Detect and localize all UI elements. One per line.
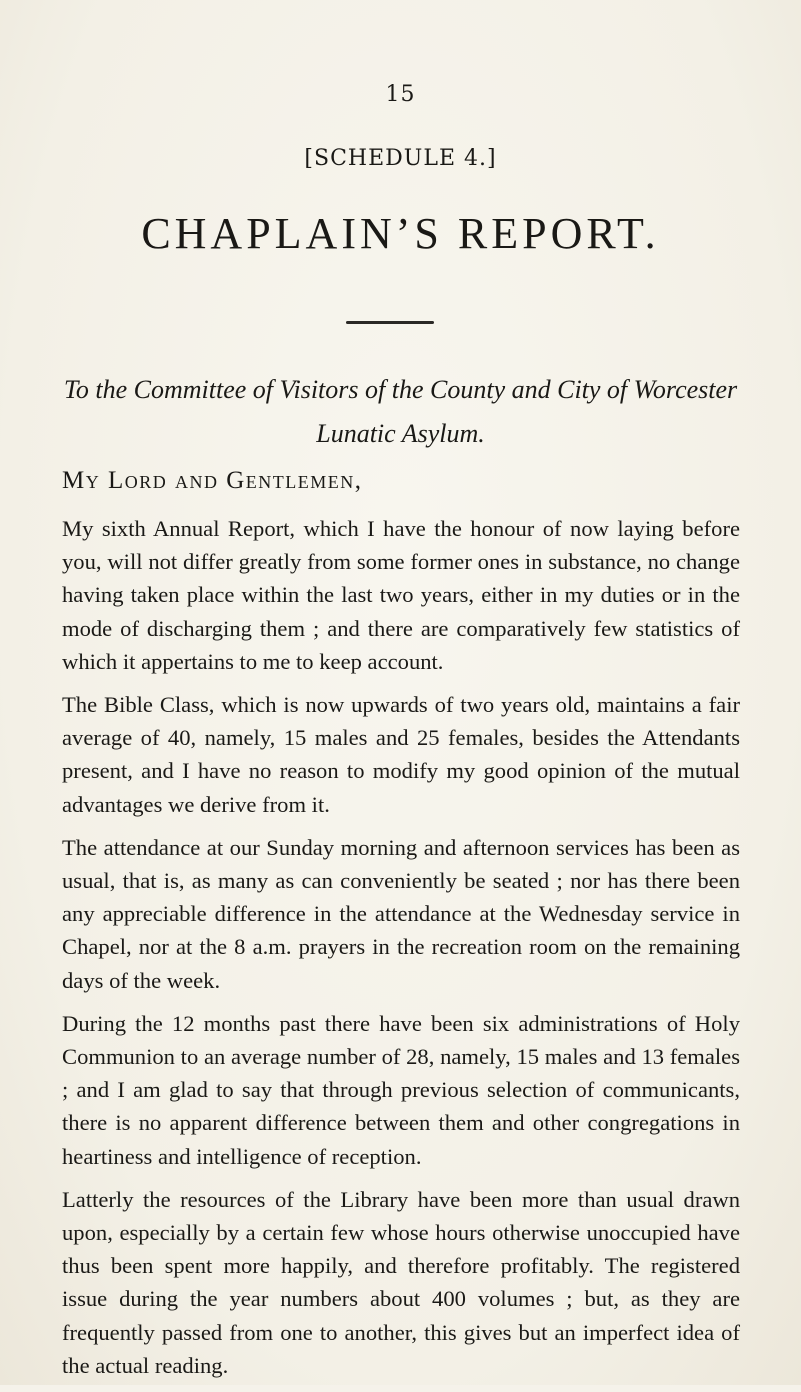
report-body xyxy=(62,512,740,1392)
paragraph-2: The Bible Class, which is now upwards of two years old, maintains a fair average of 40, namely, 15 males and 25 females, besides the Attendants present, and I have no reason to modify my good opinion of the mutual advantages we derive from it. xyxy=(62,692,740,817)
paragraph-1: My sixth Annual Report, which I have the honour of now laying before you, will not differ greatly from some former ones in substance, no change having taken place within the last two years, either in my duties or in the mode of discharging them ; and there are comparatively few statistics of which it appertains to me to keep account. xyxy=(62,516,740,674)
schedule-label: [SCHEDULE 4.] xyxy=(304,146,497,171)
paragraph-5: Latterly the resources of the Library have been more than usual drawn upon, especially by a certain few whose hours otherwise unoccupied have thus been spent more happily, and therefore profitably. The registered issue during the year numbers about 400 volumes ; but, as they are frequently passed from one to another, this gives but an imperfect idea of the actual reading. xyxy=(62,1186,740,1378)
address-line: To the Committee of Visitors of the County and City of Worcester Lunatic Asylum. xyxy=(63,375,738,448)
salutation: My Lord and Gentlemen, xyxy=(62,467,363,494)
report-title: CHAPLAIN’S REPORT. xyxy=(141,209,660,258)
paragraph-4: During the 12 months past there have been six administrations of Holy Communion to an average number of 28, namely, 15 males and 13 females ; and I am glad to say that through previous selection of communicants, there is no apparent difference between them and other congregations in heartiness and intelligence of reception. xyxy=(62,1010,740,1169)
title-divider xyxy=(346,321,434,324)
page-number: 15 xyxy=(385,82,416,107)
paragraph-3: The attendance at our Sunday morning and afternoon services has been as usual, that is, as many as can conveniently be seated ; nor has there been any appreciable difference in the attendance at the Wednesday service in Chapel, nor at the 8 a.m. prayers in the recreation room on the remaining days of the week. xyxy=(62,834,740,993)
